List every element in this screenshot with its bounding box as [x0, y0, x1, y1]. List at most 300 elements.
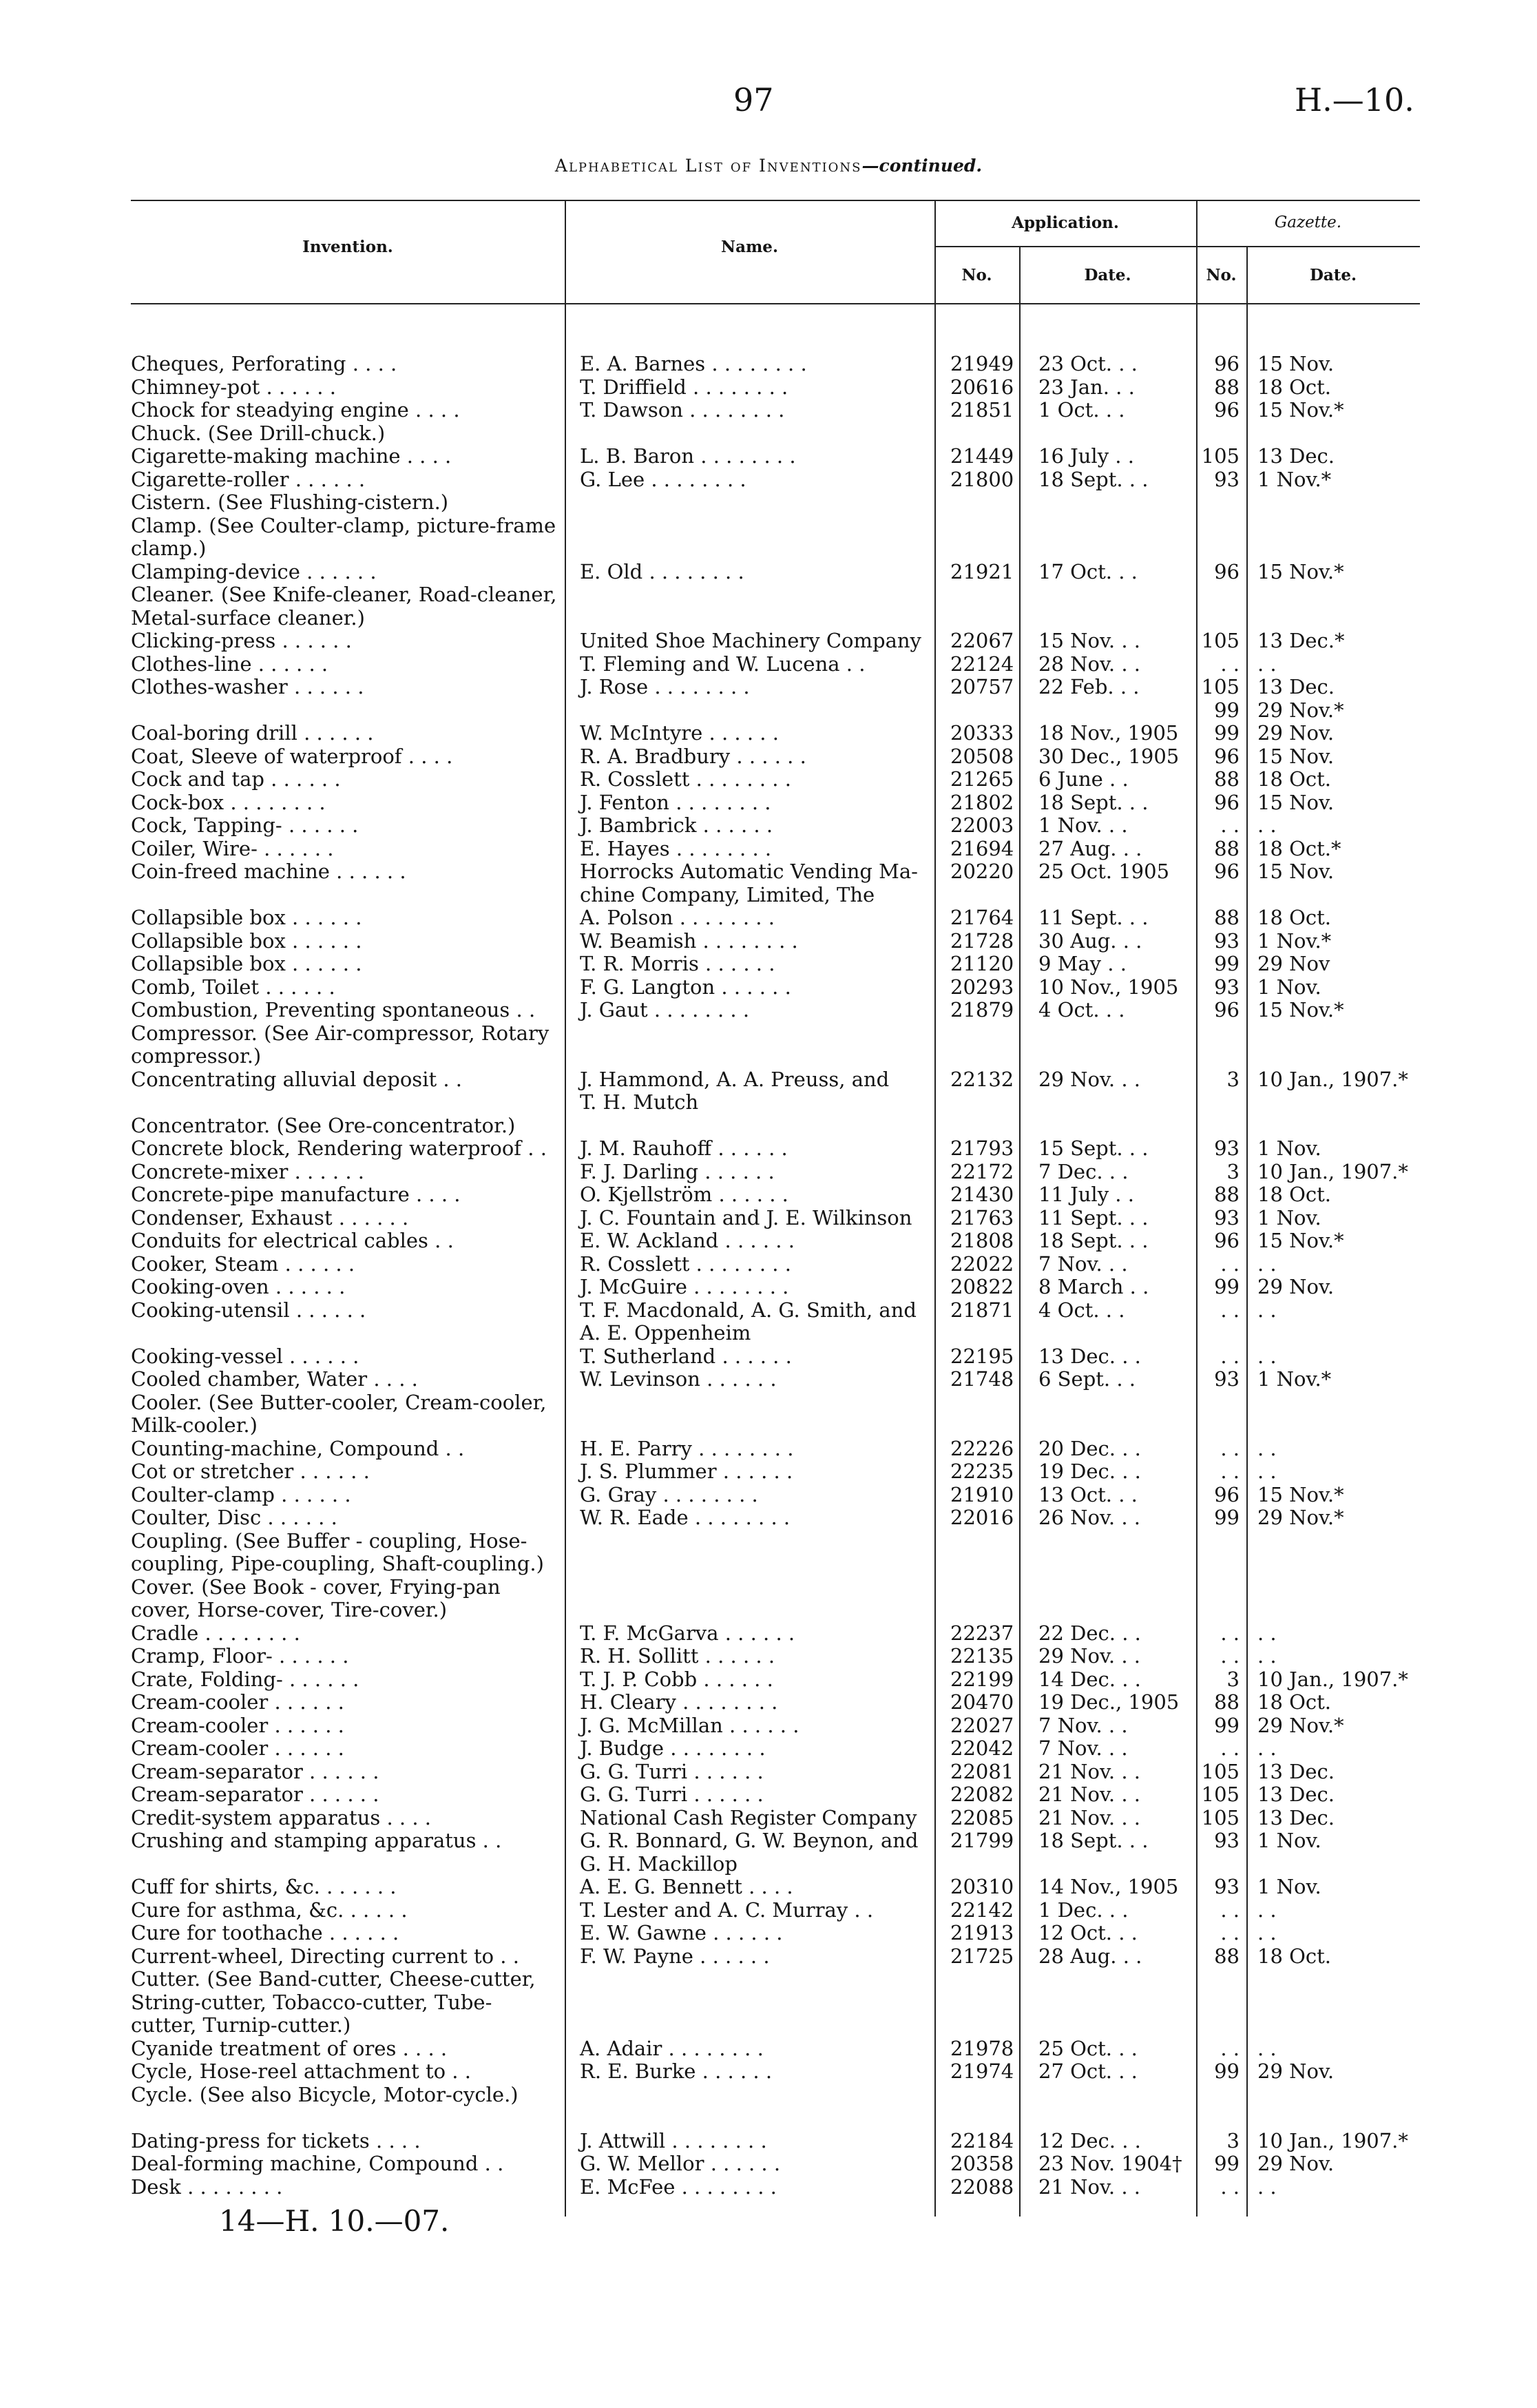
gazette-number: 105: [1201, 629, 1240, 652]
invention-cell: Cure for toothache . . . . . .: [131, 1921, 399, 1944]
table-row: [0, 1299, 1537, 1322]
application-date: 29 Nov. . .: [1038, 1067, 1140, 1091]
table-row: [0, 1437, 1537, 1460]
name-cell: G. G. Turri . . . . . .: [580, 1759, 764, 1783]
invention-cell: Cock-box . . . . . . . .: [131, 790, 326, 814]
gazette-date: 15 Nov.*: [1257, 998, 1344, 1021]
application-date: 21 Nov. . .: [1038, 1759, 1140, 1783]
application-date: 6 Sept. . .: [1038, 1367, 1136, 1391]
application-number: 20333: [950, 721, 1014, 745]
invention-cell: Crushing and stamping apparatus . .: [131, 1829, 502, 1852]
table-row: [0, 491, 1537, 514]
table-row: [0, 399, 1537, 422]
name-cell: J. Bambrick . . . . . .: [580, 813, 773, 837]
application-date: 23 Jan. . .: [1038, 375, 1135, 399]
invention-cell: Counting-machine, Compound . .: [131, 1436, 465, 1460]
application-date: 15 Sept. . .: [1038, 1136, 1149, 1160]
gazette-header: Gazette.: [1274, 214, 1342, 231]
application-date: 1 Nov. . .: [1038, 813, 1128, 837]
invention-cell: Cooking-oven . . . . . .: [131, 1275, 346, 1298]
invention-cell: Concentrator. (See Ore-concentrator.): [131, 1113, 516, 1137]
invention-cell: Clothes-line . . . . . .: [131, 652, 328, 676]
invention-header: Invention.: [302, 238, 393, 256]
gazette-number: 105: [1201, 1805, 1240, 1829]
header-bottom-rule: [131, 303, 1420, 304]
name-cell: Horrocks Automatic Vending Ma-: [580, 860, 918, 883]
gazette-date: . .: [1257, 1898, 1277, 1922]
invention-cell: Current-wheel, Directing current to . .: [131, 1944, 519, 1968]
name-cell: R. E. Burke . . . . . .: [580, 2059, 773, 2083]
application-number: 21871: [950, 1298, 1014, 1322]
invention-cell: Cutter. (See Band-cutter, Cheese-cutter,: [131, 1967, 536, 1991]
table-row: [0, 676, 1537, 698]
invention-cell: Coiler, Wire- . . . . . .: [131, 836, 334, 860]
gazette-date: . .: [1257, 1460, 1277, 1483]
application-header: Application.: [1012, 214, 1119, 232]
table-row: [0, 884, 1537, 906]
table-row: [0, 1068, 1537, 1091]
invention-cell: Concrete-mixer . . . . . .: [131, 1159, 364, 1183]
application-date: 8 March . .: [1038, 1275, 1149, 1298]
table-row: [0, 791, 1537, 814]
application-number: 21728: [950, 928, 1014, 953]
application-date: 10 Nov., 1905: [1038, 975, 1179, 999]
application-date: 12 Dec. . .: [1038, 2128, 1141, 2152]
name-cell: J. Attwill . . . . . . . .: [580, 2128, 767, 2152]
gazette-number: 93: [1214, 1136, 1240, 1160]
gazette-date: . .: [1257, 2036, 1277, 2060]
table-row: [0, 515, 1537, 537]
name-cell: J. Budge . . . . . . . .: [580, 1736, 766, 1760]
gazette-date: 29 Nov.: [1257, 1275, 1335, 1298]
table-row: [0, 1207, 1537, 1229]
table-row: [0, 2106, 1537, 2129]
name-cell: J. Fenton . . . . . . . .: [580, 790, 771, 814]
gazette-date: 1 Nov.*: [1257, 467, 1332, 491]
gazette-number: . .: [1220, 2036, 1240, 2060]
table-row: [0, 1622, 1537, 1645]
invention-cell: Cream-cooler . . . . . .: [131, 1736, 344, 1760]
invention-cell: Cream-separator . . . . . .: [131, 1759, 379, 1783]
name-cell: H. Cleary . . . . . . . .: [580, 1690, 778, 1714]
application-subrule: [934, 246, 1196, 247]
application-number: 21978: [950, 2036, 1014, 2060]
gazette-number: 88: [1214, 1183, 1240, 1206]
invention-cell: Cream-cooler . . . . . .: [131, 1690, 344, 1714]
application-date: 9 May . .: [1038, 952, 1127, 975]
gazette-date: 10 Jan., 1907.*: [1257, 1667, 1408, 1691]
gazette-number: 96: [1214, 1482, 1240, 1506]
gazette-date: . .: [1257, 1644, 1277, 1668]
invention-cell: Collapsible box . . . . . .: [131, 928, 362, 953]
application-number: 22085: [950, 1805, 1014, 1829]
caption-main: Alphabetical List of Inventions: [554, 156, 862, 176]
gazette-date: . .: [1257, 1344, 1277, 1368]
application-number: 21910: [950, 1482, 1014, 1506]
invention-cell: Concrete block, Rendering waterproof . .: [131, 1136, 547, 1160]
gazette-number: 88: [1214, 375, 1240, 399]
gazette-date: 1 Nov.*: [1257, 928, 1332, 953]
gazette-date: . .: [1257, 1736, 1277, 1760]
invention-cell: Combustion, Preventing spontaneous . .: [131, 998, 536, 1021]
invention-cell: Cistern. (See Flushing-cistern.): [131, 490, 449, 514]
table-row: [0, 353, 1537, 375]
gazette-date: 29 Nov.: [1257, 721, 1335, 745]
invention-cell: String-cutter, Tobacco-cutter, Tube-: [131, 1990, 492, 2014]
name-cell: T. R. Morris . . . . . .: [580, 952, 775, 975]
gazette-date: 13 Dec.: [1257, 675, 1335, 698]
table-row: [0, 583, 1537, 606]
invention-cell: Cradle . . . . . . . .: [131, 1621, 300, 1645]
name-cell: chine Company, Limited, The: [580, 882, 875, 906]
name-cell: J. G. McMillan . . . . . .: [580, 1713, 799, 1737]
application-number: 20508: [950, 744, 1014, 768]
gazette-date: 29 Nov.: [1257, 2152, 1335, 2175]
invention-cell: Coin-freed machine . . . . . .: [131, 860, 406, 883]
gazette-number: . .: [1220, 1436, 1240, 1460]
table-row: [0, 1829, 1537, 1852]
gazette-number: . .: [1220, 1898, 1240, 1922]
application-number: 21800: [950, 467, 1014, 491]
table-row: [0, 1183, 1537, 1206]
table-row: [0, 2152, 1537, 2175]
application-date: 23 Nov. 1904†: [1038, 2152, 1182, 2175]
name-cell: O. Kjellström . . . . . .: [580, 1183, 788, 1206]
table-row: [0, 1276, 1537, 1298]
name-cell: W. Beamish . . . . . . . .: [580, 928, 798, 953]
name-cell: T. Sutherland . . . . . .: [580, 1344, 792, 1368]
gazette-date: 18 Oct.: [1257, 1690, 1332, 1714]
application-date: 14 Dec. . .: [1038, 1667, 1141, 1691]
table-row: [0, 953, 1537, 975]
gazette-date-header: Date.: [1309, 266, 1357, 284]
gazette-number: 93: [1214, 1829, 1240, 1852]
table-row: [0, 860, 1537, 883]
table-row: [0, 838, 1537, 860]
gazette-number: 99: [1214, 952, 1240, 975]
table-row: [0, 930, 1537, 953]
invention-cell: Cooler. (See Butter-cooler, Cream-cooler,: [131, 1390, 547, 1414]
table-row: [0, 1714, 1537, 1737]
application-number: 22184: [950, 2128, 1014, 2152]
invention-cell: Coal-boring drill . . . . . .: [131, 721, 374, 745]
table-row: [0, 630, 1537, 652]
table-row: [0, 1576, 1537, 1599]
table-row: [0, 1460, 1537, 1483]
table-row: [0, 814, 1537, 837]
table-row: [0, 1391, 1537, 1414]
table-row: [0, 1783, 1537, 1806]
name-cell: E. W. Gawne . . . . . .: [580, 1921, 783, 1944]
gazette-date: . .: [1257, 652, 1277, 676]
application-number: 21265: [950, 767, 1014, 791]
application-date: 17 Oct. . .: [1038, 559, 1138, 583]
gazette-date: . .: [1257, 2175, 1277, 2199]
invention-cell: Collapsible box . . . . . .: [131, 952, 362, 975]
gazette-number: . .: [1220, 1736, 1240, 1760]
application-date: 1 Oct. . .: [1038, 398, 1125, 422]
page-number: 97: [733, 81, 774, 118]
gazette-number: 93: [1214, 1205, 1240, 1229]
application-date: 28 Nov. . .: [1038, 652, 1140, 676]
name-cell: R. H. Sollitt . . . . . .: [580, 1644, 775, 1668]
application-date: 11 July . .: [1038, 1183, 1134, 1206]
invention-cell: Chock for steadying engine . . . .: [131, 398, 460, 422]
table-row: [0, 1114, 1537, 1137]
application-number: 21764: [950, 906, 1014, 929]
application-number: 20757: [950, 675, 1014, 698]
gazette-date: 13 Dec.: [1257, 1805, 1335, 1829]
table-row: [0, 745, 1537, 768]
application-date: 21 Nov. . .: [1038, 2175, 1140, 2199]
gazette-date: 15 Nov.: [1257, 352, 1335, 375]
gazette-number: 96: [1214, 1229, 1240, 1252]
gazette-number: 96: [1214, 398, 1240, 422]
gazette-number: . .: [1220, 1460, 1240, 1483]
invention-cell: Cot or stretcher . . . . . .: [131, 1460, 370, 1483]
gazette-number: . .: [1220, 1644, 1240, 1668]
table-row: [0, 2037, 1537, 2060]
name-cell: G. G. Turri . . . . . .: [580, 1783, 764, 1806]
table-row: [0, 699, 1537, 722]
table-row: [0, 1599, 1537, 1621]
table-row: [0, 1945, 1537, 1968]
application-number: 22237: [950, 1621, 1014, 1645]
invention-cell: Cover. (See Book - cover, Frying-pan: [131, 1575, 501, 1599]
invention-cell: Cock, Tapping- . . . . . .: [131, 813, 359, 837]
application-date: 12 Oct. . .: [1038, 1921, 1138, 1944]
application-number: 21802: [950, 790, 1014, 814]
name-cell: H. E. Parry . . . . . . . .: [580, 1436, 794, 1460]
table-row: [0, 1253, 1537, 1276]
invention-cell: Desk . . . . . . . .: [131, 2175, 283, 2199]
gazette-number: 3: [1226, 1159, 1240, 1183]
gazette-number: 3: [1226, 2128, 1240, 2152]
application-number: 21120: [950, 952, 1014, 975]
application-date: 23 Oct. . .: [1038, 352, 1138, 375]
application-date: 21 Nov. . .: [1038, 1805, 1140, 1829]
application-number: 22027: [950, 1713, 1014, 1737]
table-row: [0, 2014, 1537, 2037]
gazette-date: 10 Jan., 1907.*: [1257, 1067, 1408, 1091]
application-number: 22195: [950, 1344, 1014, 1368]
name-cell: J. McGuire . . . . . . . .: [580, 1275, 789, 1298]
application-date: 19 Dec., 1905: [1038, 1690, 1180, 1714]
gazette-date: . .: [1257, 1436, 1277, 1460]
name-cell: T. H. Mutch: [580, 1090, 699, 1114]
application-date: 13 Oct. . .: [1038, 1482, 1138, 1506]
invention-cell: cover, Horse-cover, Tire-cover.): [131, 1598, 448, 1621]
name-header: Name.: [721, 238, 778, 256]
application-date: 20 Dec. . .: [1038, 1436, 1141, 1460]
name-cell: T. Driffield . . . . . . . .: [580, 375, 788, 399]
gazette-date: 15 Nov.*: [1257, 1482, 1344, 1506]
table-row: [0, 422, 1537, 445]
table-row: [0, 2084, 1537, 2106]
gazette-date: 18 Oct.: [1257, 1183, 1332, 1206]
gazette-date: . .: [1257, 1252, 1277, 1276]
name-cell: E. Old . . . . . . . .: [580, 559, 744, 583]
gazette-number: 88: [1214, 767, 1240, 791]
table-row: [0, 1807, 1537, 1829]
application-number: 21430: [950, 1183, 1014, 1206]
invention-cell: compressor.): [131, 1044, 262, 1068]
gazette-number: 105: [1201, 444, 1240, 468]
table-row: [0, 2176, 1537, 2199]
gazette-date: 18 Oct.*: [1257, 836, 1341, 860]
invention-cell: Deal-forming machine, Compound . .: [131, 2152, 504, 2175]
application-number: 21921: [950, 559, 1014, 583]
table-row: [0, 1345, 1537, 1368]
application-number: 21748: [950, 1367, 1014, 1391]
name-cell: R. Cosslett . . . . . . . .: [580, 767, 791, 791]
invention-cell: Cooker, Steam . . . . . .: [131, 1252, 355, 1276]
gazette-date: 29 Nov.*: [1257, 698, 1344, 722]
invention-cell: Cycle, Hose-reel attachment to . .: [131, 2059, 471, 2083]
table-row: [0, 976, 1537, 999]
gazette-date: 1 Nov.: [1257, 1829, 1321, 1852]
gazette-date: 18 Oct.: [1257, 906, 1332, 929]
table-row: [0, 1045, 1537, 1068]
application-number: 20470: [950, 1690, 1014, 1714]
invention-cell: Cigarette-roller . . . . . .: [131, 467, 366, 491]
application-number: 22081: [950, 1759, 1014, 1783]
name-cell: J. M. Rauhoff . . . . . .: [580, 1136, 788, 1160]
application-number: 21808: [950, 1229, 1014, 1252]
invention-cell: Clamp. (See Coulter-clamp, picture-frame: [131, 513, 556, 537]
invention-cell: cutter, Turnip-cutter.): [131, 2013, 351, 2037]
gazette-number: 105: [1201, 675, 1240, 698]
invention-cell: Clicking-press . . . . . .: [131, 629, 352, 652]
application-number: 21449: [950, 444, 1014, 468]
gazette-date: 13 Dec.: [1257, 444, 1335, 468]
gazette-number: 99: [1214, 1713, 1240, 1737]
invention-cell: Clothes-washer . . . . . .: [131, 675, 364, 698]
table-row: [0, 906, 1537, 929]
table-row: [0, 1668, 1537, 1691]
table-row: [0, 1991, 1537, 2014]
gazette-number: 99: [1214, 698, 1240, 722]
gazette-date: 1 Nov.*: [1257, 1367, 1332, 1391]
gazette-date: 18 Oct.: [1257, 767, 1332, 791]
gazette-number: 93: [1214, 928, 1240, 953]
gazette-date: 15 Nov.*: [1257, 398, 1344, 422]
table-row: [0, 561, 1537, 583]
gazette-date: 29 Nov: [1257, 952, 1330, 975]
gazette-number: 96: [1214, 790, 1240, 814]
application-date: 1 Dec. . .: [1038, 1898, 1129, 1922]
table-row: [0, 768, 1537, 791]
table-row: [0, 1414, 1537, 1437]
table-caption: [0, 156, 1537, 176]
application-date: 18 Nov., 1905: [1038, 721, 1179, 745]
invention-cell: Cleaner. (See Knife-cleaner, Road-cleaner,: [131, 583, 557, 606]
gazette-number: . .: [1220, 2175, 1240, 2199]
invention-cell: Cheques, Perforating . . . .: [131, 352, 397, 375]
table-row: [0, 376, 1537, 399]
gazette-number: 99: [1214, 721, 1240, 745]
table-row: [0, 537, 1537, 560]
gazette-number: . .: [1220, 1298, 1240, 1322]
application-date: 4 Oct. . .: [1038, 998, 1125, 1021]
name-cell: T. Fleming and W. Lucena . .: [580, 652, 866, 676]
table-row: [0, 1691, 1537, 1714]
gazette-number: 93: [1214, 467, 1240, 491]
gazette-number: 99: [1214, 1506, 1240, 1529]
invention-cell: Cyanide treatment of ores . . . .: [131, 2036, 448, 2060]
gazette-date: 15 Nov.*: [1257, 1229, 1344, 1252]
name-cell: G. W. Mellor . . . . . .: [580, 2152, 781, 2175]
invention-cell: Cycle. (See also Bicycle, Motor-cycle.): [131, 2082, 519, 2106]
invention-cell: Coulter-clamp . . . . . .: [131, 1482, 351, 1506]
invention-cell: Metal-surface cleaner.): [131, 605, 365, 630]
gazette-number: . .: [1220, 652, 1240, 676]
name-cell: W. Levinson . . . . . .: [580, 1367, 777, 1391]
gazette-number: . .: [1220, 1344, 1240, 1368]
gazette-no-header: No.: [1206, 266, 1237, 284]
table-row: [0, 999, 1537, 1021]
invention-cell: Cooking-utensil . . . . . .: [131, 1298, 366, 1322]
gazette-date: . .: [1257, 1621, 1277, 1645]
name-cell: A. E. G. Bennett . . . .: [580, 1875, 793, 1898]
gazette-number: 96: [1214, 559, 1240, 583]
gazette-date: 29 Nov.*: [1257, 1506, 1344, 1529]
invention-cell: Condenser, Exhaust . . . . . .: [131, 1205, 409, 1229]
gazette-number: 88: [1214, 1944, 1240, 1968]
application-number: 20220: [950, 860, 1014, 883]
application-number: 22003: [950, 813, 1014, 837]
name-cell: F. G. Langton . . . . . .: [580, 975, 791, 999]
table-row: [0, 445, 1537, 468]
gazette-date: 15 Nov.: [1257, 744, 1335, 768]
table-top-rule: [131, 200, 1420, 201]
name-cell: A. Adair . . . . . . . .: [580, 2036, 764, 2060]
application-date: 21 Nov. . .: [1038, 1783, 1140, 1806]
application-number: 20293: [950, 975, 1014, 999]
application-date: 4 Oct. . .: [1038, 1298, 1125, 1322]
table-row: [0, 1368, 1537, 1391]
invention-cell: Cream-separator . . . . . .: [131, 1783, 379, 1806]
invention-cell: Coat, Sleeve of waterproof . . . .: [131, 744, 453, 768]
table-row: [0, 1322, 1537, 1345]
gazette-date: 15 Nov.: [1257, 860, 1335, 883]
gazette-date: 1 Nov.: [1257, 1875, 1321, 1898]
application-date: 30 Dec., 1905: [1038, 744, 1180, 768]
application-number: 22142: [950, 1898, 1014, 1922]
application-date: 16 July . .: [1038, 444, 1134, 468]
name-cell: T. F. Macdonald, A. G. Smith, and: [580, 1298, 917, 1322]
application-date: 18 Sept. . .: [1038, 790, 1149, 814]
application-number: 22132: [950, 1067, 1014, 1091]
invention-cell: Concentrating alluvial deposit . .: [131, 1067, 462, 1091]
invention-cell: Chimney-pot . . . . . .: [131, 375, 336, 399]
gazette-number: 99: [1214, 2059, 1240, 2083]
invention-cell: coupling, Pipe-coupling, Shaft-coupling.): [131, 1552, 544, 1575]
application-date: 30 Aug. . .: [1038, 928, 1142, 953]
application-date-header: Date.: [1084, 266, 1131, 284]
application-date: 25 Oct. 1905: [1038, 860, 1170, 883]
application-number: 22199: [950, 1667, 1014, 1691]
table-row: [0, 1161, 1537, 1183]
gazette-date: 15 Nov.*: [1257, 559, 1344, 583]
name-cell: J. C. Fountain and J. E. Wilkinson: [580, 1205, 912, 1229]
table-row: [0, 1737, 1537, 1760]
name-cell: W. R. Eade . . . . . . . .: [580, 1506, 791, 1529]
name-cell: A. Polson . . . . . . . .: [580, 906, 775, 929]
application-date: 25 Oct. . .: [1038, 2036, 1138, 2060]
invention-cell: Cigarette-making machine . . . .: [131, 444, 452, 468]
name-cell: J. Hammond, A. A. Preuss, and: [580, 1067, 890, 1091]
